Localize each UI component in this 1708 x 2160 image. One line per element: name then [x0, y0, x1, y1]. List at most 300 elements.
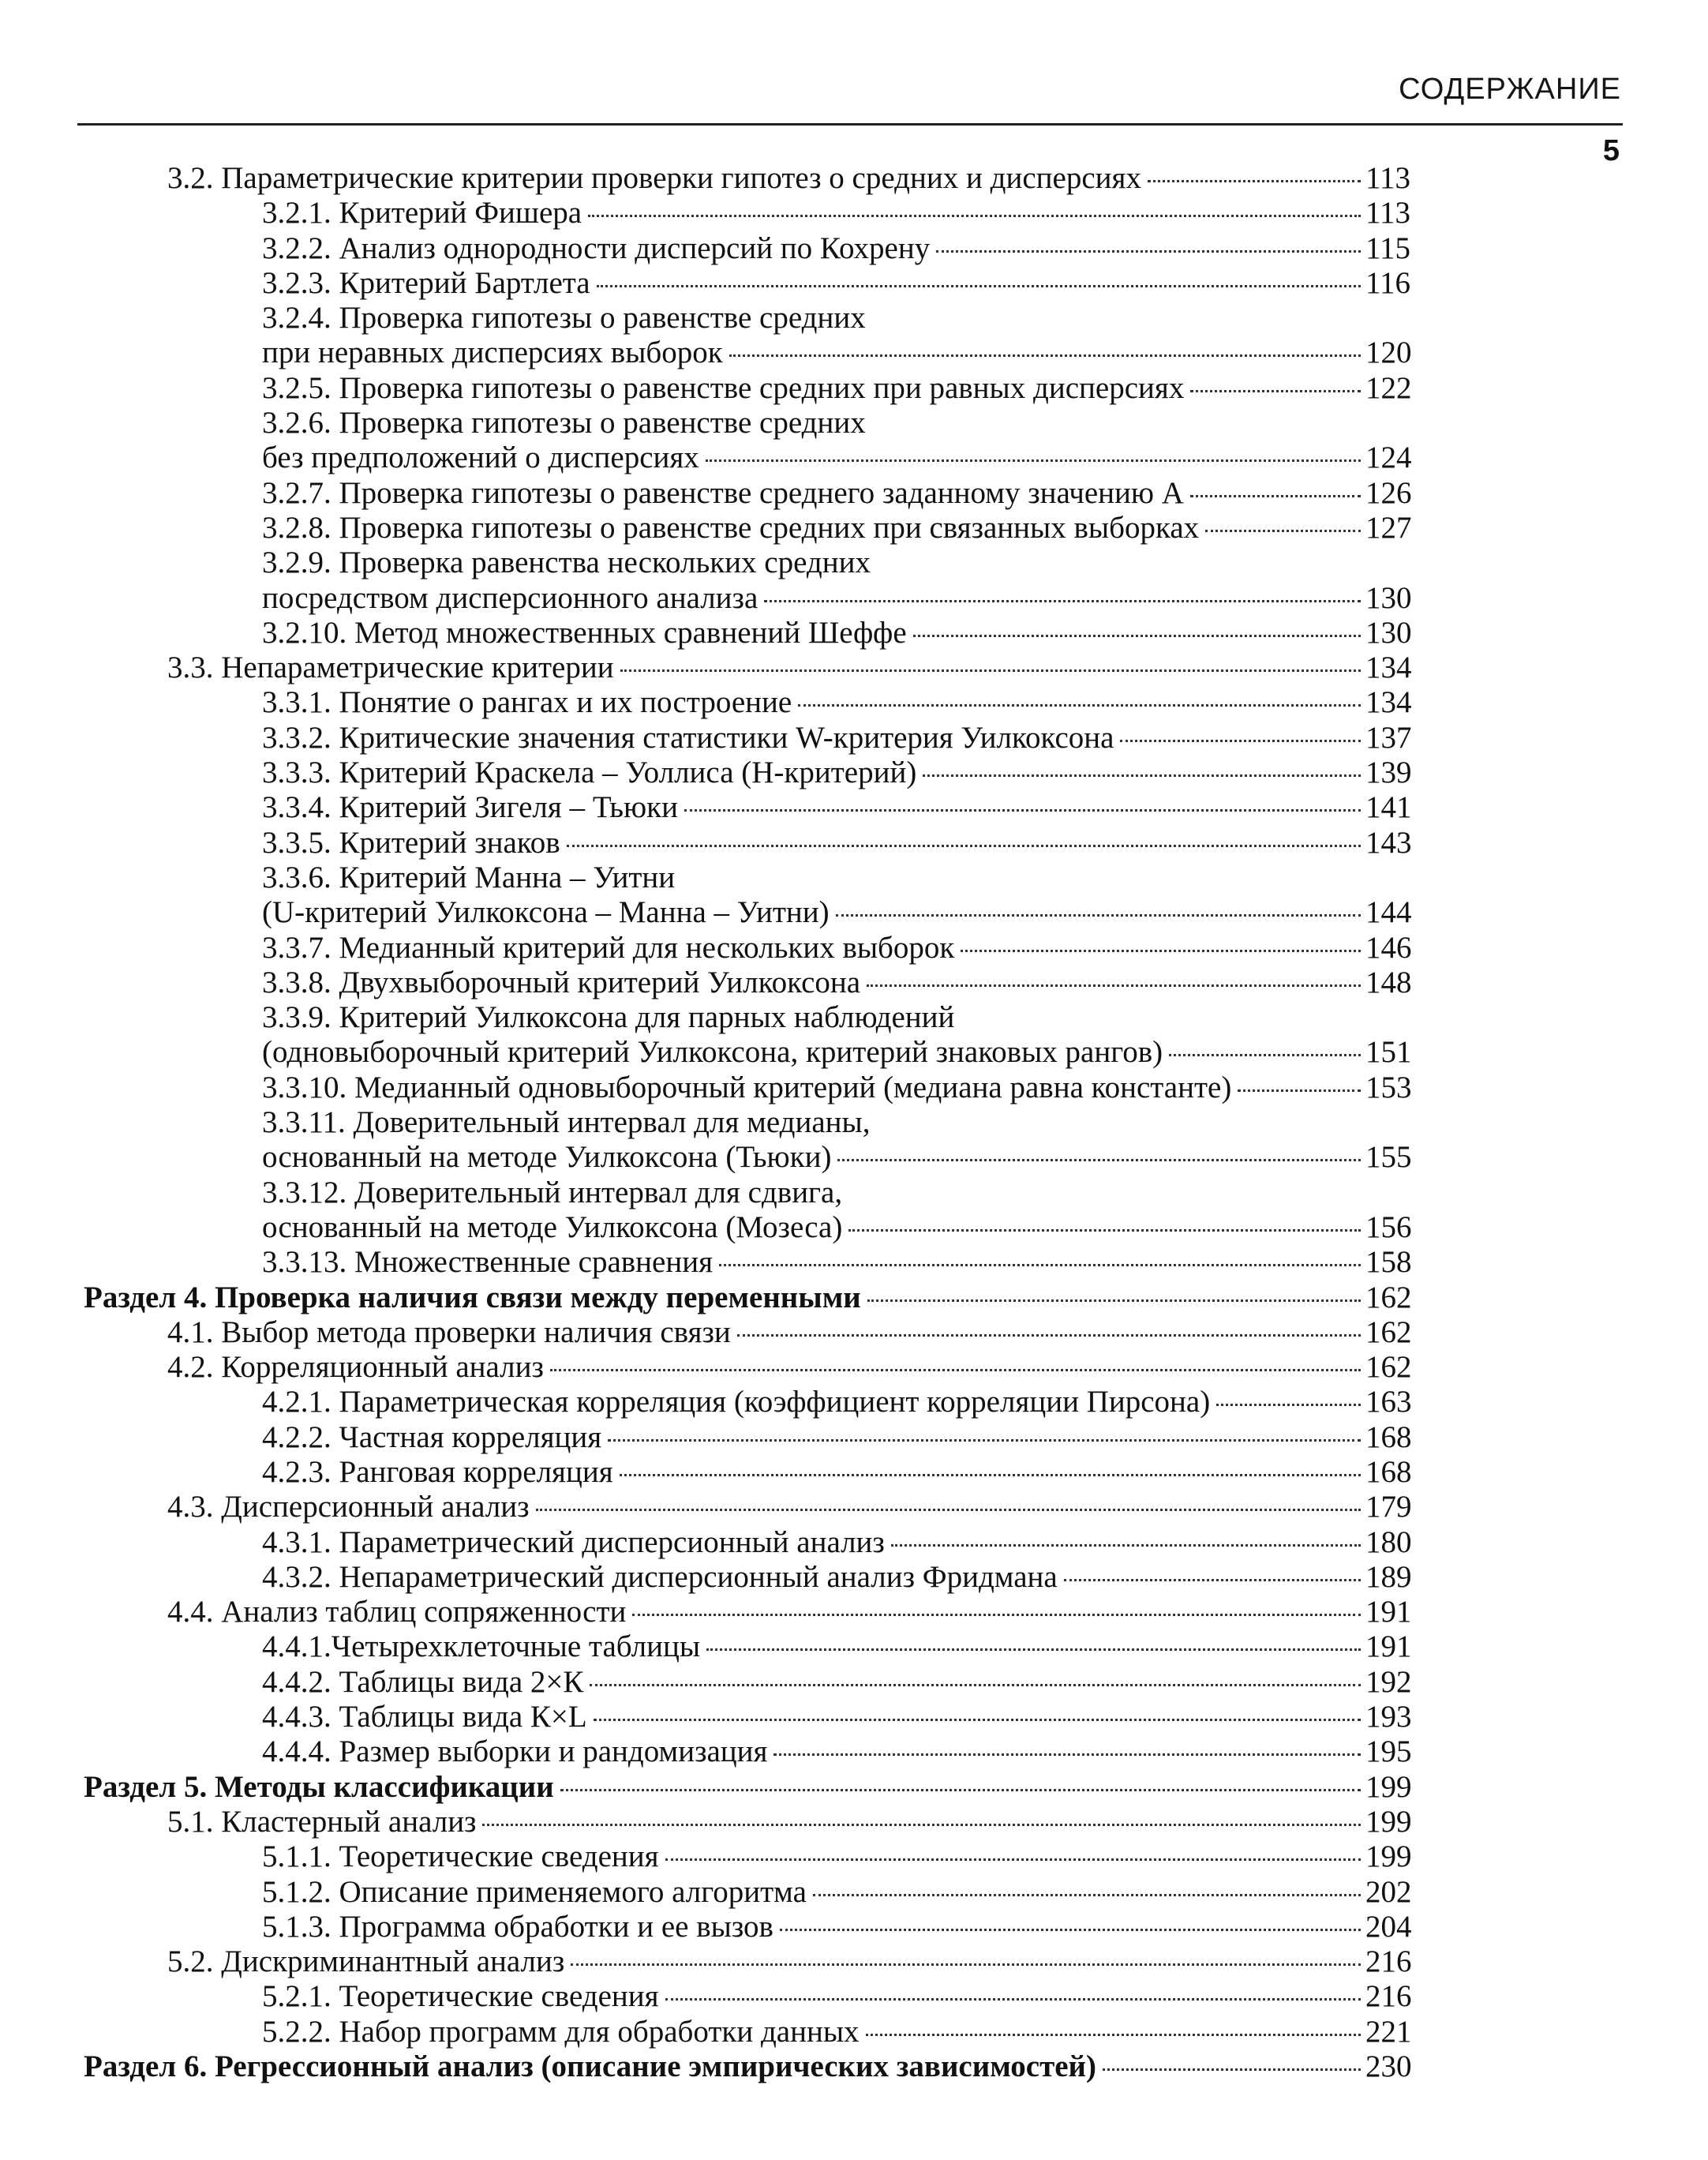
toc-entry [0, 2049, 1708, 2084]
dot-leader [608, 1439, 1361, 1442]
toc-page-number: 199 [1365, 1769, 1412, 1804]
toc-entry-lines [167, 1315, 1708, 1350]
toc-entry [0, 1944, 1708, 1979]
toc-entry-lines [262, 2015, 1708, 2049]
toc-entry-line [262, 1455, 1708, 1490]
toc-entry-title: 3.3. Непараметрические критерии [167, 651, 614, 685]
toc-entry [0, 1805, 1708, 1839]
toc-entry-line [84, 1770, 1708, 1805]
toc-entry-title: 5.2.1. Теоретические сведения [262, 1979, 659, 2014]
toc-entry-line [262, 685, 1708, 720]
toc-entry-lines [262, 1071, 1708, 1105]
toc-entry-lines [262, 1700, 1708, 1734]
dot-leader [1120, 740, 1361, 742]
toc-entry-lines [262, 266, 1708, 301]
toc-page-number: 137 [1365, 720, 1412, 755]
toc-entry [0, 476, 1708, 511]
toc-entry-title: 3.2.9. Проверка равенства нескольких средних [262, 546, 871, 580]
toc-entry [0, 861, 1708, 931]
toc-entry-lines [167, 1595, 1708, 1629]
toc-entry-lines [262, 1839, 1708, 1874]
toc-entry-title: 3.3.6. Критерий Манна – Уитни [262, 860, 676, 894]
toc-entry-line [262, 1700, 1708, 1734]
toc-entry-title: основанный на методе Уилкоксона (Мозеса) [262, 1209, 843, 1244]
dot-leader [866, 2034, 1361, 2036]
dot-leader [867, 984, 1361, 987]
toc-page-number: 193 [1365, 1700, 1412, 1734]
toc-entry [0, 301, 1708, 371]
toc-entry [0, 511, 1708, 546]
toc-entry [0, 406, 1708, 476]
toc-entry-title: 4.4.1.Четырехклеточные таблицы [262, 1629, 701, 1664]
toc-entry [0, 1455, 1708, 1490]
toc-entry-title: 5.1.2. Описание применяемого алгоритма [262, 1874, 807, 1909]
toc-entry-line [167, 1315, 1708, 1350]
dot-leader [1238, 1089, 1361, 1092]
toc-entry-title: 5.1.3. Программа обработки и ее вызов [262, 1909, 773, 1944]
toc-entry [0, 371, 1708, 406]
dot-leader [588, 215, 1361, 217]
toc-entry-line [262, 511, 1708, 546]
toc-entry-line [262, 1000, 1708, 1035]
toc-entry-title: 3.3.4. Критерий Зигеля – Тьюки [262, 790, 678, 825]
toc-entry-title: 3.2.7. Проверка гипотезы о равенстве среднего заданному значению А [262, 475, 1184, 510]
toc-entry-lines [262, 721, 1708, 756]
toc-entry-lines [262, 1560, 1708, 1595]
toc-page-number: 127 [1365, 510, 1412, 545]
toc-entry-lines [167, 161, 1708, 196]
toc-entry [0, 651, 1708, 685]
toc-entry-lines [262, 1525, 1708, 1560]
toc-entry-lines [262, 616, 1708, 651]
dot-leader [590, 1684, 1361, 1686]
toc-entry-lines [262, 1420, 1708, 1455]
toc-entry-line [262, 826, 1708, 861]
toc-entry-line [167, 651, 1708, 685]
toc-page-number: 153 [1365, 1070, 1412, 1104]
toc-page-number: 199 [1365, 1839, 1412, 1874]
toc-page-number: 204 [1365, 1909, 1412, 1944]
dot-leader [567, 845, 1361, 847]
toc-entry [0, 1350, 1708, 1385]
toc-entry [0, 1770, 1708, 1805]
toc-entry [0, 1734, 1708, 1769]
toc-entry-title: 4.4.3. Таблицы вида К×L [262, 1700, 587, 1734]
toc-entry-lines [262, 966, 1708, 1000]
toc-page-number: 130 [1365, 580, 1412, 615]
toc-entry-title: 4.1. Выбор метода проверки наличия связи [167, 1314, 731, 1349]
toc-entry-title: 3.3.9. Критерий Уилкоксона для парных наблюдений [262, 1000, 955, 1035]
toc-entry-lines [167, 1944, 1708, 1979]
toc-entry-lines [262, 861, 1708, 931]
toc-entry-lines [167, 1490, 1708, 1524]
toc-page-number: 195 [1365, 1734, 1412, 1769]
dot-leader [737, 1334, 1361, 1337]
dot-leader [684, 809, 1361, 812]
toc-page-number: 113 [1365, 161, 1411, 195]
toc-page-number: 192 [1365, 1664, 1412, 1699]
toc-entry-title: 4.4.4. Размер выборки и рандомизация [262, 1734, 768, 1769]
table-of-contents [0, 161, 1708, 2084]
toc-entry-lines [262, 1734, 1708, 1769]
toc-page-number: 122 [1365, 370, 1412, 405]
dot-leader [620, 669, 1361, 672]
toc-entry-title: 5.2.2. Набор программ для обработки данных [262, 2014, 860, 2049]
running-head-title: СОДЕРЖАНИЕ [1399, 73, 1621, 106]
toc-entry-line [167, 1595, 1708, 1629]
toc-entry-title: Раздел 4. Проверка наличия связи между переменными [84, 1280, 861, 1314]
toc-entry-line [167, 1350, 1708, 1385]
toc-entry [0, 196, 1708, 231]
toc-page-number: 113 [1365, 196, 1411, 231]
toc-page-number: 139 [1365, 756, 1412, 790]
toc-entry-title: 4.4. Анализ таблиц сопряженности [167, 1595, 627, 1629]
toc-entry-line [262, 196, 1708, 231]
toc-entry-line [262, 1910, 1708, 1944]
dot-leader [867, 1299, 1361, 1302]
toc-entry [0, 1105, 1708, 1176]
dot-leader [936, 250, 1361, 253]
toc-entry [0, 1839, 1708, 1874]
dot-leader [536, 1509, 1361, 1511]
toc-page-number: 202 [1365, 1874, 1412, 1909]
toc-page-number: 155 [1365, 1140, 1412, 1175]
toc-page-number: 216 [1365, 1944, 1412, 1979]
toc-entry-line [262, 441, 1708, 475]
toc-entry-title: (одновыборочный критерий Уилкоксона, критерий знаковых рангов) [262, 1035, 1163, 1070]
toc-entry-title: 4.2.3. Ранговая корреляция [262, 1454, 613, 1489]
toc-entry-line [167, 161, 1708, 196]
toc-entry-lines [262, 476, 1708, 511]
toc-entry-title: основанный на методе Уилкоксона (Тьюки) [262, 1140, 832, 1175]
toc-page-number: 230 [1365, 2049, 1412, 2084]
toc-entry [0, 1875, 1708, 1910]
toc-entry-line [262, 1979, 1708, 2014]
toc-entry [0, 1979, 1708, 2014]
toc-entry [0, 1560, 1708, 1595]
toc-entry-line [262, 721, 1708, 756]
toc-entry-line [262, 1035, 1708, 1070]
toc-entry-line [262, 231, 1708, 266]
toc-entry-title: 3.2.3. Критерий Бартлета [262, 265, 590, 300]
dot-leader [961, 950, 1361, 952]
toc-page-number: 143 [1365, 825, 1412, 860]
toc-page-number: 162 [1365, 1280, 1412, 1314]
toc-page-number: 141 [1365, 790, 1412, 825]
dot-leader [1169, 1054, 1361, 1056]
toc-entry [0, 1490, 1708, 1524]
toc-entry [0, 2015, 1708, 2049]
toc-entry-title: 3.3.7. Медианный критерий для нескольких выборок [262, 930, 955, 965]
toc-entry-title: Раздел 6. Регрессионный анализ (описание эмпирических зависимостей) [84, 2049, 1097, 2084]
toc-entry [0, 546, 1708, 616]
toc-entry-title: 3.3.1. Понятие о рангах и их построение [262, 685, 792, 720]
toc-entry-line [262, 476, 1708, 511]
toc-entry-title: 3.2. Параметрические критерии проверки гипотез о средних и дисперсиях [167, 161, 1141, 195]
toc-entry-title: 4.3.2. Непараметрический дисперсионный анализ Фридмана [262, 1559, 1058, 1594]
toc-entry-lines [84, 1770, 1708, 1805]
toc-entry-lines [262, 371, 1708, 406]
toc-entry-line [262, 1875, 1708, 1910]
toc-entry-line [262, 1176, 1708, 1210]
toc-entry-title: 3.2.8. Проверка гипотезы о равенстве средних при связанных выборках [262, 510, 1200, 545]
toc-entry-title: 3.2.1. Критерий Фишера [262, 196, 582, 231]
toc-entry-line [262, 371, 1708, 406]
toc-page-number: 130 [1365, 615, 1412, 650]
toc-entry [0, 685, 1708, 720]
toc-entry [0, 1595, 1708, 1629]
dot-leader [813, 1894, 1361, 1896]
dot-leader [923, 774, 1361, 777]
toc-page-number: 115 [1365, 231, 1411, 265]
toc-entry-lines [262, 1629, 1708, 1664]
toc-entry-lines [262, 1910, 1708, 1944]
toc-entry-line [167, 1944, 1708, 1979]
toc-entry-line [84, 2049, 1708, 2084]
toc-page-number: 180 [1365, 1524, 1412, 1559]
toc-entry-line [262, 616, 1708, 651]
toc-entry-line [262, 1629, 1708, 1664]
toc-entry [0, 1000, 1708, 1071]
toc-entry-lines [262, 1245, 1708, 1280]
toc-entry-lines [262, 1665, 1708, 1700]
toc-page-number: 144 [1365, 895, 1412, 930]
toc-entry-lines [167, 1805, 1708, 1839]
toc-entry-line [167, 1805, 1708, 1839]
toc-page-number: 116 [1365, 265, 1411, 300]
toc-page-number: 168 [1365, 1454, 1412, 1489]
toc-page-number: 189 [1365, 1559, 1412, 1594]
toc-page-number: 191 [1365, 1629, 1412, 1664]
toc-entry-title: 5.1. Кластерный анализ [167, 1804, 477, 1839]
toc-entry [0, 1420, 1708, 1455]
toc-entry-lines [262, 196, 1708, 231]
toc-entry-lines [167, 1350, 1708, 1385]
toc-entry [0, 1281, 1708, 1315]
toc-entry-title: 4.2.2. Частная корреляция [262, 1419, 602, 1454]
dot-leader [1190, 390, 1361, 392]
toc-page-number: 162 [1365, 1350, 1412, 1385]
toc-entry-lines [262, 756, 1708, 790]
dot-leader [773, 1753, 1361, 1756]
toc-entry-line [262, 931, 1708, 966]
dot-leader [729, 354, 1361, 357]
toc-entry-lines [167, 651, 1708, 685]
toc-entry-lines [84, 1281, 1708, 1315]
toc-entry-lines [262, 1875, 1708, 1910]
toc-entry [0, 266, 1708, 301]
toc-entry-line [262, 581, 1708, 616]
toc-entry-title: 3.3.5. Критерий знаков [262, 825, 560, 860]
toc-entry-title: Раздел 5. Методы классификации [84, 1769, 554, 1804]
toc-entry-lines [262, 1176, 1708, 1246]
toc-entry-lines [262, 546, 1708, 616]
toc-entry [0, 1385, 1708, 1419]
toc-page-number: 221 [1365, 2014, 1412, 2049]
dot-leader [1216, 1404, 1361, 1406]
toc-entry-line [262, 266, 1708, 301]
dot-leader [848, 1229, 1361, 1232]
toc-entry-line [84, 1281, 1708, 1315]
toc-entry-title: при неравных дисперсиях выборок [262, 336, 723, 370]
toc-page-number: 163 [1365, 1385, 1412, 1419]
dot-leader [706, 1648, 1361, 1651]
toc-page-number: 151 [1365, 1035, 1412, 1070]
toc-entry-title: 3.2.10. Метод множественных сравнений Шеффе [262, 615, 907, 650]
toc-entry-title: 4.3. Дисперсионный анализ [167, 1490, 530, 1524]
toc-entry [0, 826, 1708, 861]
toc-entry-line [262, 1105, 1708, 1140]
toc-entry-line [262, 1210, 1708, 1245]
toc-page-number: 199 [1365, 1804, 1412, 1839]
toc-entry [0, 1629, 1708, 1664]
toc-entry [0, 1525, 1708, 1560]
toc-entry [0, 790, 1708, 825]
toc-entry-title: 4.2. Корреляционный анализ [167, 1350, 544, 1385]
toc-entry-title: 3.2.4. Проверка гипотезы о равенстве средних [262, 301, 866, 336]
dot-leader [837, 1159, 1361, 1161]
toc-entry-title: 3.3.8. Двухвыборочный критерий Уилкоксона [262, 965, 861, 999]
toc-entry-title: 4.3.1. Параметрический дисперсионный анализ [262, 1524, 885, 1559]
dot-leader [1148, 180, 1361, 182]
toc-entry-line [262, 1245, 1708, 1280]
dot-leader [560, 1789, 1361, 1791]
toc-entry-line [262, 546, 1708, 580]
toc-entry-lines [262, 301, 1708, 371]
header-divider [77, 123, 1623, 126]
page-number: 5 [1602, 134, 1620, 167]
toc-entry-title: 3.3.11. Доверительный интервал для медианы, [262, 1105, 871, 1140]
toc-entry [0, 931, 1708, 966]
dot-leader [665, 1858, 1361, 1861]
toc-entry-line [262, 301, 1708, 336]
toc-page-number: 148 [1365, 965, 1412, 999]
toc-entry [0, 966, 1708, 1000]
toc-entry-line [262, 406, 1708, 441]
toc-page-number: 168 [1365, 1419, 1412, 1454]
dot-leader [764, 600, 1361, 602]
toc-entry-line [262, 1420, 1708, 1455]
toc-entry-lines [262, 790, 1708, 825]
toc-entry-title: 3.2.6. Проверка гипотезы о равенстве средних [262, 406, 866, 441]
toc-entry [0, 1910, 1708, 1944]
toc-entry-line [262, 861, 1708, 895]
dot-leader [1103, 2068, 1361, 2071]
toc-entry-lines [262, 1385, 1708, 1419]
toc-page-number: 134 [1365, 651, 1412, 685]
toc-entry-title: 5.1.1. Теоретические сведения [262, 1839, 659, 1874]
dot-leader [913, 635, 1361, 637]
toc-entry-line [262, 1560, 1708, 1595]
toc-entry-line [262, 1140, 1708, 1175]
toc-entry-title: 5.2. Дискриминантный анализ [167, 1944, 565, 1979]
toc-entry-title: 3.2.5. Проверка гипотезы о равенстве средних при равных дисперсиях [262, 370, 1185, 405]
toc-page-number: 162 [1365, 1314, 1412, 1349]
toc-entry-lines [262, 1979, 1708, 2014]
toc-entry-title: 3.3.2. Критические значения статистики W-критерия Уилкоксона [262, 720, 1114, 755]
dot-leader [719, 1264, 1361, 1266]
toc-page-number: 134 [1365, 685, 1412, 720]
toc-entry-lines [262, 406, 1708, 476]
dot-leader [1190, 495, 1361, 497]
toc-entry [0, 756, 1708, 790]
toc-entry-lines [262, 1000, 1708, 1071]
toc-entry [0, 721, 1708, 756]
dot-leader [1064, 1579, 1361, 1581]
dot-leader [632, 1614, 1361, 1616]
toc-entry-lines [262, 231, 1708, 266]
toc-page-number: 216 [1365, 1979, 1412, 2014]
toc-entry-title: 4.4.2. Таблицы вида 2×К [262, 1664, 584, 1699]
toc-entry-title: без предположений о дисперсиях [262, 441, 699, 475]
toc-page-number: 120 [1365, 336, 1412, 370]
toc-entry-line [167, 1490, 1708, 1524]
dot-leader [597, 285, 1361, 287]
dot-leader [836, 914, 1361, 917]
toc-entry-line [262, 756, 1708, 790]
toc-entry [0, 1176, 1708, 1246]
toc-entry [0, 1665, 1708, 1700]
toc-entry-lines [84, 2049, 1708, 2084]
toc-entry-title: 3.3.13. Множественные сравнения [262, 1245, 714, 1280]
toc-entry-line [262, 1071, 1708, 1105]
toc-entry-lines [262, 931, 1708, 966]
dot-leader [780, 1929, 1361, 1931]
dot-leader [482, 1824, 1361, 1826]
toc-page-number: 146 [1365, 930, 1412, 965]
toc-entry-title: 3.3.12. Доверительный интервал для сдвига, [262, 1175, 843, 1209]
toc-entry-lines [262, 1455, 1708, 1490]
toc-entry-title: 3.2.2. Анализ однородности дисперсий по Кохрену [262, 231, 931, 265]
toc-page-number: 191 [1365, 1595, 1412, 1629]
dot-leader [665, 1998, 1361, 2001]
toc-entry-line [262, 1839, 1708, 1874]
toc-page-number: 126 [1365, 475, 1412, 510]
dot-leader [594, 1719, 1361, 1721]
toc-entry-title: 3.3.3. Критерий Краскела – Уоллиса (H-критерий) [262, 756, 917, 790]
toc-page-number: 156 [1365, 1209, 1412, 1244]
dot-leader [891, 1544, 1361, 1547]
toc-entry-title: посредством дисперсионного анализа [262, 580, 758, 615]
toc-entry [0, 1315, 1708, 1350]
dot-leader [571, 1963, 1361, 1966]
dot-leader [798, 704, 1361, 707]
toc-entry-lines [262, 511, 1708, 546]
toc-page-number: 158 [1365, 1245, 1412, 1280]
toc-entry [0, 231, 1708, 266]
toc-entry-line [262, 2015, 1708, 2049]
toc-entry [0, 1071, 1708, 1105]
toc-entry-lines [262, 1105, 1708, 1176]
toc-entry-line [262, 790, 1708, 825]
toc-entry-lines [262, 685, 1708, 720]
toc-entry-title: 4.2.1. Параметрическая корреляция (коэффициент корреляции Пирсона) [262, 1385, 1211, 1419]
toc-entry [0, 1700, 1708, 1734]
toc-entry-line [262, 1385, 1708, 1419]
dot-leader [706, 459, 1361, 462]
toc-entry [0, 616, 1708, 651]
dot-leader [1205, 530, 1361, 532]
toc-entry [0, 161, 1708, 196]
toc-entry-line [262, 966, 1708, 1000]
toc-entry-lines [262, 826, 1708, 861]
toc-entry-line [262, 336, 1708, 370]
dot-leader [620, 1474, 1361, 1476]
dot-leader [550, 1369, 1361, 1371]
toc-page-number: 179 [1365, 1490, 1412, 1524]
toc-page-number: 124 [1365, 441, 1412, 475]
toc-entry-line [262, 1665, 1708, 1700]
